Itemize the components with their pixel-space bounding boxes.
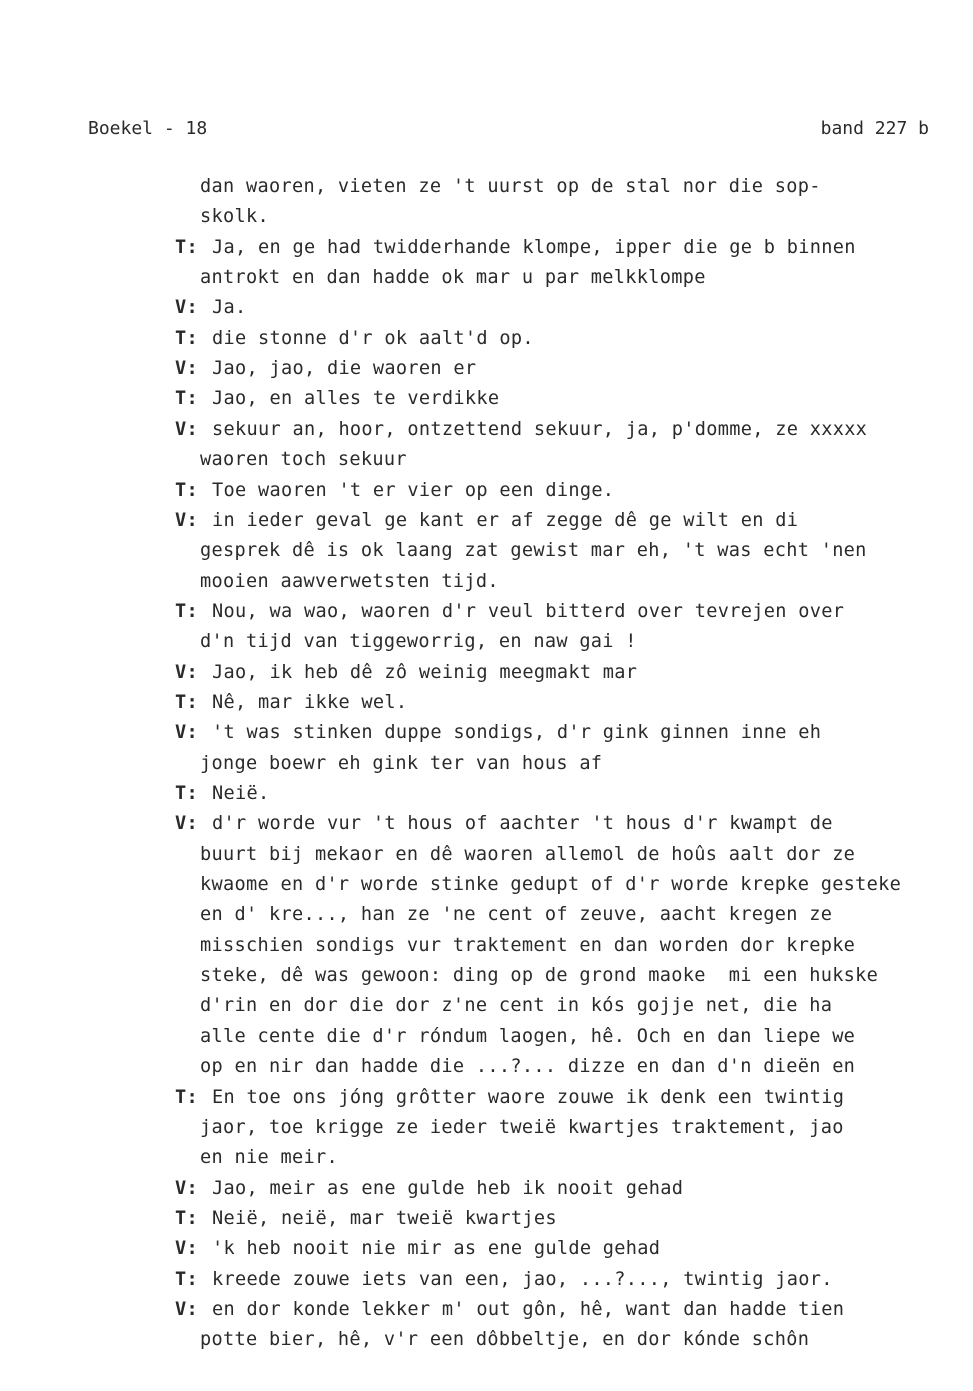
line-text: Nou, wa wao, waoren d'r veul bitterd over tevrejen over bbox=[212, 600, 845, 622]
line-text: potte bier, hê, v'r een dôbbeltje, en dor kónde schôn bbox=[200, 1329, 810, 1351]
transcript-line bbox=[0, 358, 973, 388]
speaker-label: V: bbox=[175, 509, 198, 531]
transcript-line bbox=[0, 722, 973, 752]
transcript-line bbox=[0, 571, 973, 601]
line-text: en dor konde lekker m' out gôn, hê, want dan hadde tien bbox=[212, 1298, 845, 1320]
transcript-line bbox=[0, 206, 973, 236]
transcript-line bbox=[0, 935, 973, 965]
transcript-line bbox=[0, 1299, 973, 1329]
header-title: Boekel - 18 bbox=[88, 118, 208, 139]
transcript-line bbox=[0, 480, 973, 510]
speaker-label: V: bbox=[175, 1177, 198, 1199]
transcript-line bbox=[0, 1238, 973, 1268]
line-text: d'rin en dor die dor z'ne cent in kós gojje net, die ha bbox=[200, 995, 833, 1017]
line-text: d'r worde vur 't hous of aachter 't hous d'r kwampt de bbox=[212, 813, 833, 835]
line-text: 't was stinken duppe sondigs, d'r gink ginnen inne eh bbox=[212, 722, 822, 744]
line-text: Nê, mar ikke wel. bbox=[212, 691, 408, 713]
transcript-line bbox=[0, 692, 973, 722]
transcript-line bbox=[0, 904, 973, 934]
speaker-label: V: bbox=[175, 813, 198, 835]
speaker-label: T: bbox=[175, 600, 198, 622]
header-tape-label: band 227 b bbox=[820, 118, 929, 139]
speaker-label: T: bbox=[175, 1086, 198, 1108]
line-text: waoren toch sekuur bbox=[200, 449, 407, 471]
transcript-line bbox=[0, 1329, 973, 1359]
line-text: Jao, en alles te verdikke bbox=[212, 388, 500, 410]
line-text: skolk. bbox=[200, 206, 269, 228]
transcript-line bbox=[0, 753, 973, 783]
speaker-label: T: bbox=[175, 691, 198, 713]
line-text: kwaome en d'r worde stinke gedupt of d'r worde krepke gesteke bbox=[200, 874, 902, 896]
line-text: op en nir dan hadde die ...?... dizze en dan d'n dieën en bbox=[200, 1056, 856, 1078]
line-text: Neië. bbox=[212, 783, 270, 804]
line-text: En toe ons jóng grôtter waore zouwe ik denk een twintig bbox=[212, 1086, 845, 1108]
line-text: gesprek dê is ok laang zat gewist mar eh, 't was echt 'nen bbox=[200, 540, 867, 562]
speaker-label: T: bbox=[175, 1207, 198, 1229]
transcript-line bbox=[0, 1117, 973, 1147]
line-text: Jao, meir as ene gulde heb ik nooit gehad bbox=[212, 1177, 684, 1199]
transcript-line bbox=[0, 510, 973, 540]
speaker-label: V: bbox=[175, 1298, 198, 1320]
speaker-label: T: bbox=[175, 327, 198, 349]
line-text: steke, dê was gewoon: ding op de grond maoke mi een hukske bbox=[200, 965, 879, 987]
line-text: jaor, toe krigge ze ieder tweië kwartjes traktement, jao bbox=[200, 1116, 844, 1138]
speaker-label: V: bbox=[175, 661, 198, 683]
transcript-line bbox=[0, 419, 973, 449]
speaker-label: V: bbox=[175, 722, 198, 744]
transcript-line bbox=[0, 783, 973, 813]
transcript-line bbox=[0, 1178, 973, 1208]
transcript-line bbox=[0, 267, 973, 297]
transcript-line bbox=[0, 874, 973, 904]
transcript-line bbox=[0, 237, 973, 267]
transcript-line bbox=[0, 540, 973, 570]
transcript-line bbox=[0, 328, 973, 358]
transcript-line bbox=[0, 1056, 973, 1086]
transcript-line bbox=[0, 1269, 973, 1299]
transcript-line bbox=[0, 1026, 973, 1056]
speaker-label: V: bbox=[175, 1238, 198, 1260]
line-text: in ieder geval ge kant er af zegge dê ge wilt en di bbox=[212, 509, 799, 531]
line-text: Ja, en ge had twidderhande klompe, ipper die ge b binnen bbox=[212, 236, 856, 258]
transcript-line bbox=[0, 813, 973, 843]
speaker-label: T: bbox=[175, 783, 198, 804]
transcript-line bbox=[0, 631, 973, 661]
transcript-line bbox=[0, 297, 973, 327]
line-text: kreede zouwe iets van een, jao, ...?..., twintig jaor. bbox=[212, 1268, 833, 1290]
line-text: antrokt en dan hadde ok mar u par melkklompe bbox=[200, 267, 706, 289]
page-header bbox=[0, 118, 973, 142]
speaker-label: T: bbox=[175, 479, 198, 501]
transcript-line bbox=[0, 844, 973, 874]
speaker-label: V: bbox=[175, 418, 198, 440]
transcript-line bbox=[0, 176, 973, 206]
transcript-line bbox=[0, 1087, 973, 1117]
line-text: en nie meir. bbox=[200, 1147, 338, 1169]
line-text: die stonne d'r ok aalt'd op. bbox=[212, 327, 534, 349]
speaker-label: T: bbox=[175, 388, 198, 410]
line-text: Neië, neië, mar tweië kwartjes bbox=[212, 1207, 557, 1229]
transcript-line bbox=[0, 1208, 973, 1238]
transcript-line bbox=[0, 388, 973, 418]
speaker-label: T: bbox=[175, 236, 198, 258]
transcript-line bbox=[0, 965, 973, 995]
line-text: misschien sondigs vur traktement en dan worden dor krepke bbox=[200, 934, 856, 956]
line-text: alle cente die d'r róndum laogen, hê. Och en dan liepe we bbox=[200, 1025, 856, 1047]
line-text: 'k heb nooit nie mir as ene gulde gehad bbox=[212, 1238, 661, 1260]
line-text: buurt bij mekaor en dê waoren allemol de hoûs aalt dor ze bbox=[200, 843, 856, 865]
line-text: sekuur an, hoor, ontzettend sekuur, ja, p'domme, ze xxxxx bbox=[212, 418, 868, 440]
line-text: d'n tijd van tiggeworrig, en naw gai ! bbox=[200, 631, 637, 653]
line-text: jonge boewr eh gink ter van hous af bbox=[200, 752, 603, 774]
transcript-line bbox=[0, 449, 973, 479]
line-text: Toe waoren 't er vier op een dinge. bbox=[212, 479, 615, 501]
speaker-label: V: bbox=[175, 297, 198, 319]
line-text: mooien aawverwetsten tijd. bbox=[200, 570, 499, 592]
speaker-label: V: bbox=[175, 358, 198, 380]
transcript-line bbox=[0, 1147, 973, 1177]
line-text: Ja. bbox=[212, 297, 247, 319]
transcript-line bbox=[0, 995, 973, 1025]
speaker-label: T: bbox=[175, 1268, 198, 1290]
transcript-line bbox=[0, 662, 973, 692]
line-text: Jao, ik heb dê zô weinig meegmakt mar bbox=[212, 661, 638, 683]
line-text: Jao, jao, die waoren er bbox=[212, 358, 477, 380]
transcript-line bbox=[0, 601, 973, 631]
line-text: en d' kre..., han ze 'ne cent of zeuve, aacht kregen ze bbox=[200, 904, 833, 926]
line-text: dan waoren, vieten ze 't uurst op de stal nor die sop- bbox=[200, 176, 821, 197]
